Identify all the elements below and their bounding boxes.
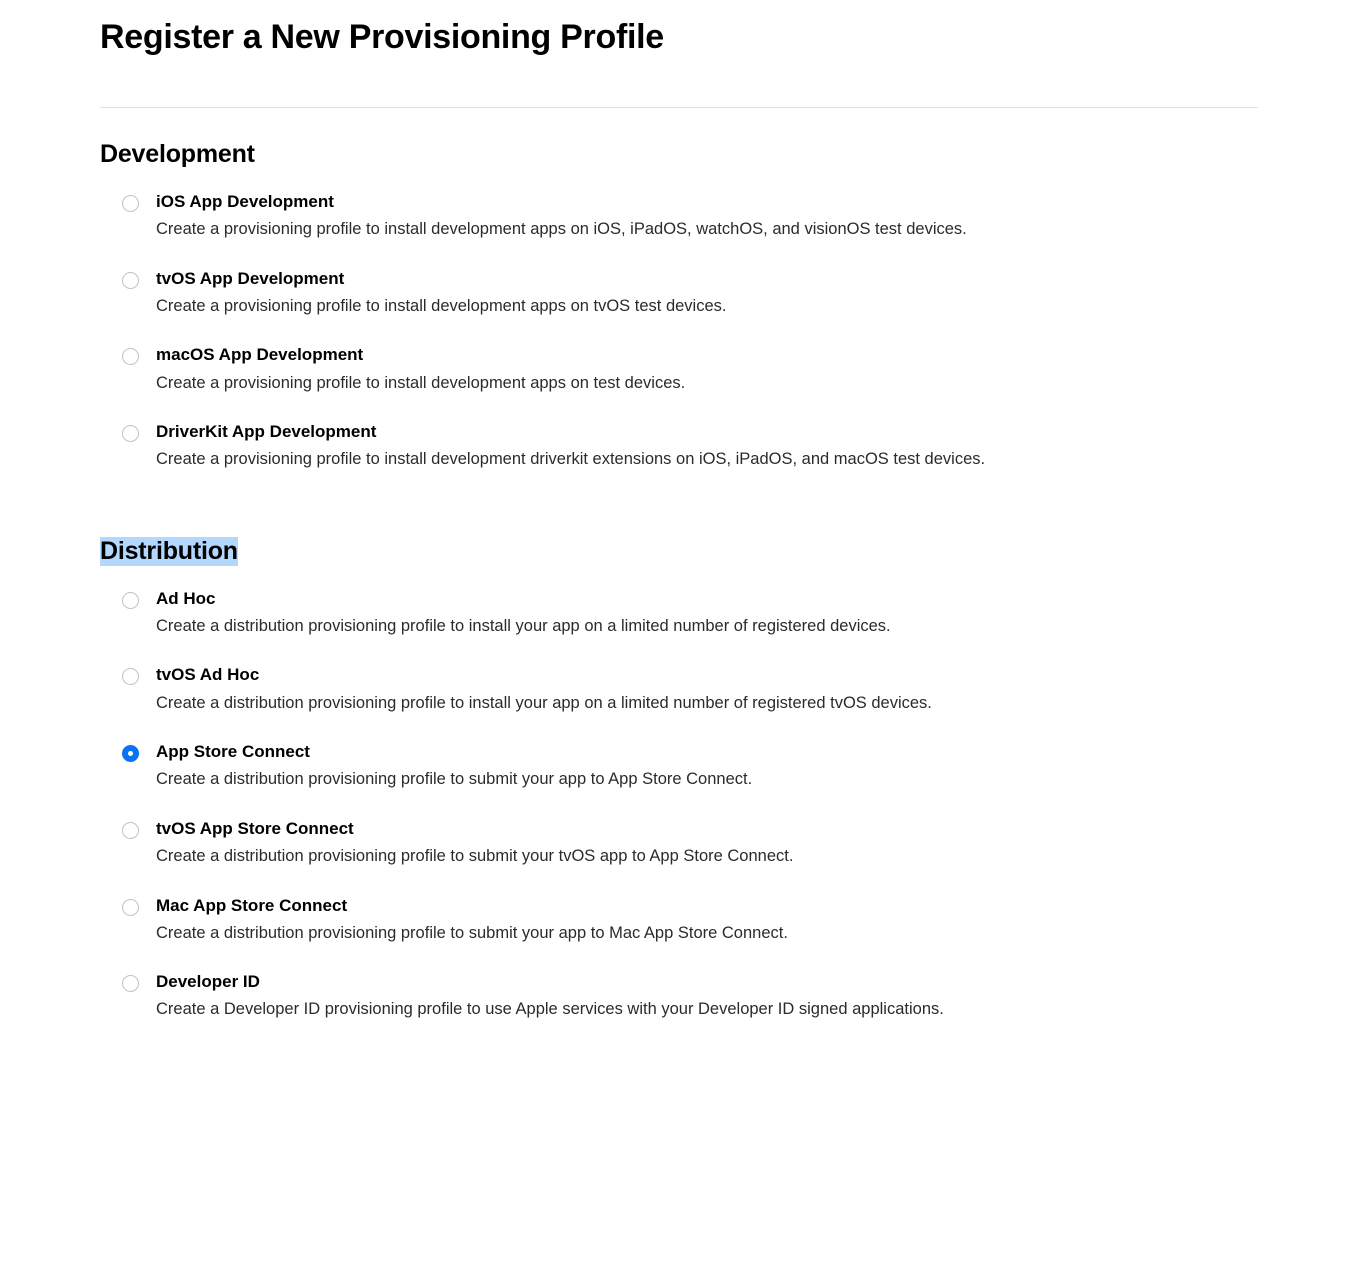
option-label: tvOS Ad Hoc	[156, 665, 260, 685]
option-label: iOS App Development	[156, 192, 334, 211]
option-label: App Store Connect	[156, 742, 310, 762]
option-description: Create a provisioning profile to install development driverkit extensions on iOS, iPadOS, and macOS test devices.	[156, 450, 986, 469]
option-label: tvOS App Development	[156, 268, 345, 288]
radio-tvos-app-store-connect[interactable]	[122, 822, 139, 839]
section-distribution	[100, 537, 1258, 1021]
radio-macos-app-development[interactable]	[122, 348, 139, 365]
option-label: tvOS App Store Connect	[156, 818, 354, 838]
radio-driverkit-app-development[interactable]	[122, 425, 139, 442]
radio-tvos-ad-hoc[interactable]	[122, 668, 139, 685]
radio-ios-app-development[interactable]	[122, 195, 139, 212]
option-developer-id[interactable]	[100, 971, 1258, 1021]
section-heading-development: Development	[100, 140, 255, 168]
option-tvos-app-development[interactable]	[100, 268, 1258, 318]
radio-tvos-app-development[interactable]	[122, 272, 139, 289]
section-development	[100, 140, 1258, 471]
radio-developer-id[interactable]	[122, 975, 139, 992]
radio-mac-app-store-connect[interactable]	[122, 899, 139, 916]
title-divider	[100, 107, 1258, 108]
option-description: Create a Developer ID provisioning profile to use Apple services with your Developer ID signed applications.	[156, 1000, 944, 1019]
option-description: Create a distribution provisioning profile to submit your tvOS app to App Store Connect.	[156, 847, 794, 866]
section-heading-distribution: Distribution	[100, 536, 238, 565]
option-ad-hoc[interactable]	[100, 588, 1258, 638]
option-description: Create a distribution provisioning profile to submit your app to App Store Connect.	[156, 770, 753, 789]
option-label: Ad Hoc	[156, 588, 216, 608]
option-label: Mac App Store Connect	[156, 895, 348, 915]
option-tvos-app-store-connect[interactable]	[100, 818, 1258, 868]
option-label: macOS App Development	[156, 345, 364, 365]
radio-ad-hoc[interactable]	[122, 592, 139, 609]
option-macos-app-development[interactable]	[100, 344, 1258, 394]
page-title: Register a New Provisioning Profile	[100, 18, 664, 56]
option-label: DriverKit App Development	[156, 422, 377, 442]
option-description: Create a distribution provisioning profile to install your app on a limited number of registered devices.	[156, 617, 891, 635]
option-description: Create a provisioning profile to install development apps on iOS, iPadOS, watchOS, and visionOS test devices.	[156, 220, 967, 239]
option-app-store-connect[interactable]	[100, 741, 1258, 791]
option-description: Create a distribution provisioning profile to install your app on a limited number of registered tvOS devices.	[156, 693, 932, 712]
radio-app-store-connect[interactable]	[122, 745, 139, 762]
option-description: Create a provisioning profile to install development apps on tvOS test devices.	[156, 296, 727, 315]
option-ios-app-development[interactable]	[100, 191, 1258, 241]
option-description: Create a provisioning profile to install development apps on test devices.	[156, 373, 686, 392]
option-driverkit-app-development[interactable]	[100, 421, 1258, 471]
option-tvos-ad-hoc[interactable]	[100, 664, 1258, 714]
option-label: Developer ID	[156, 972, 260, 992]
option-mac-app-store-connect[interactable]	[100, 895, 1258, 945]
option-description: Create a distribution provisioning profile to submit your app to Mac App Store Connect.	[156, 923, 788, 942]
